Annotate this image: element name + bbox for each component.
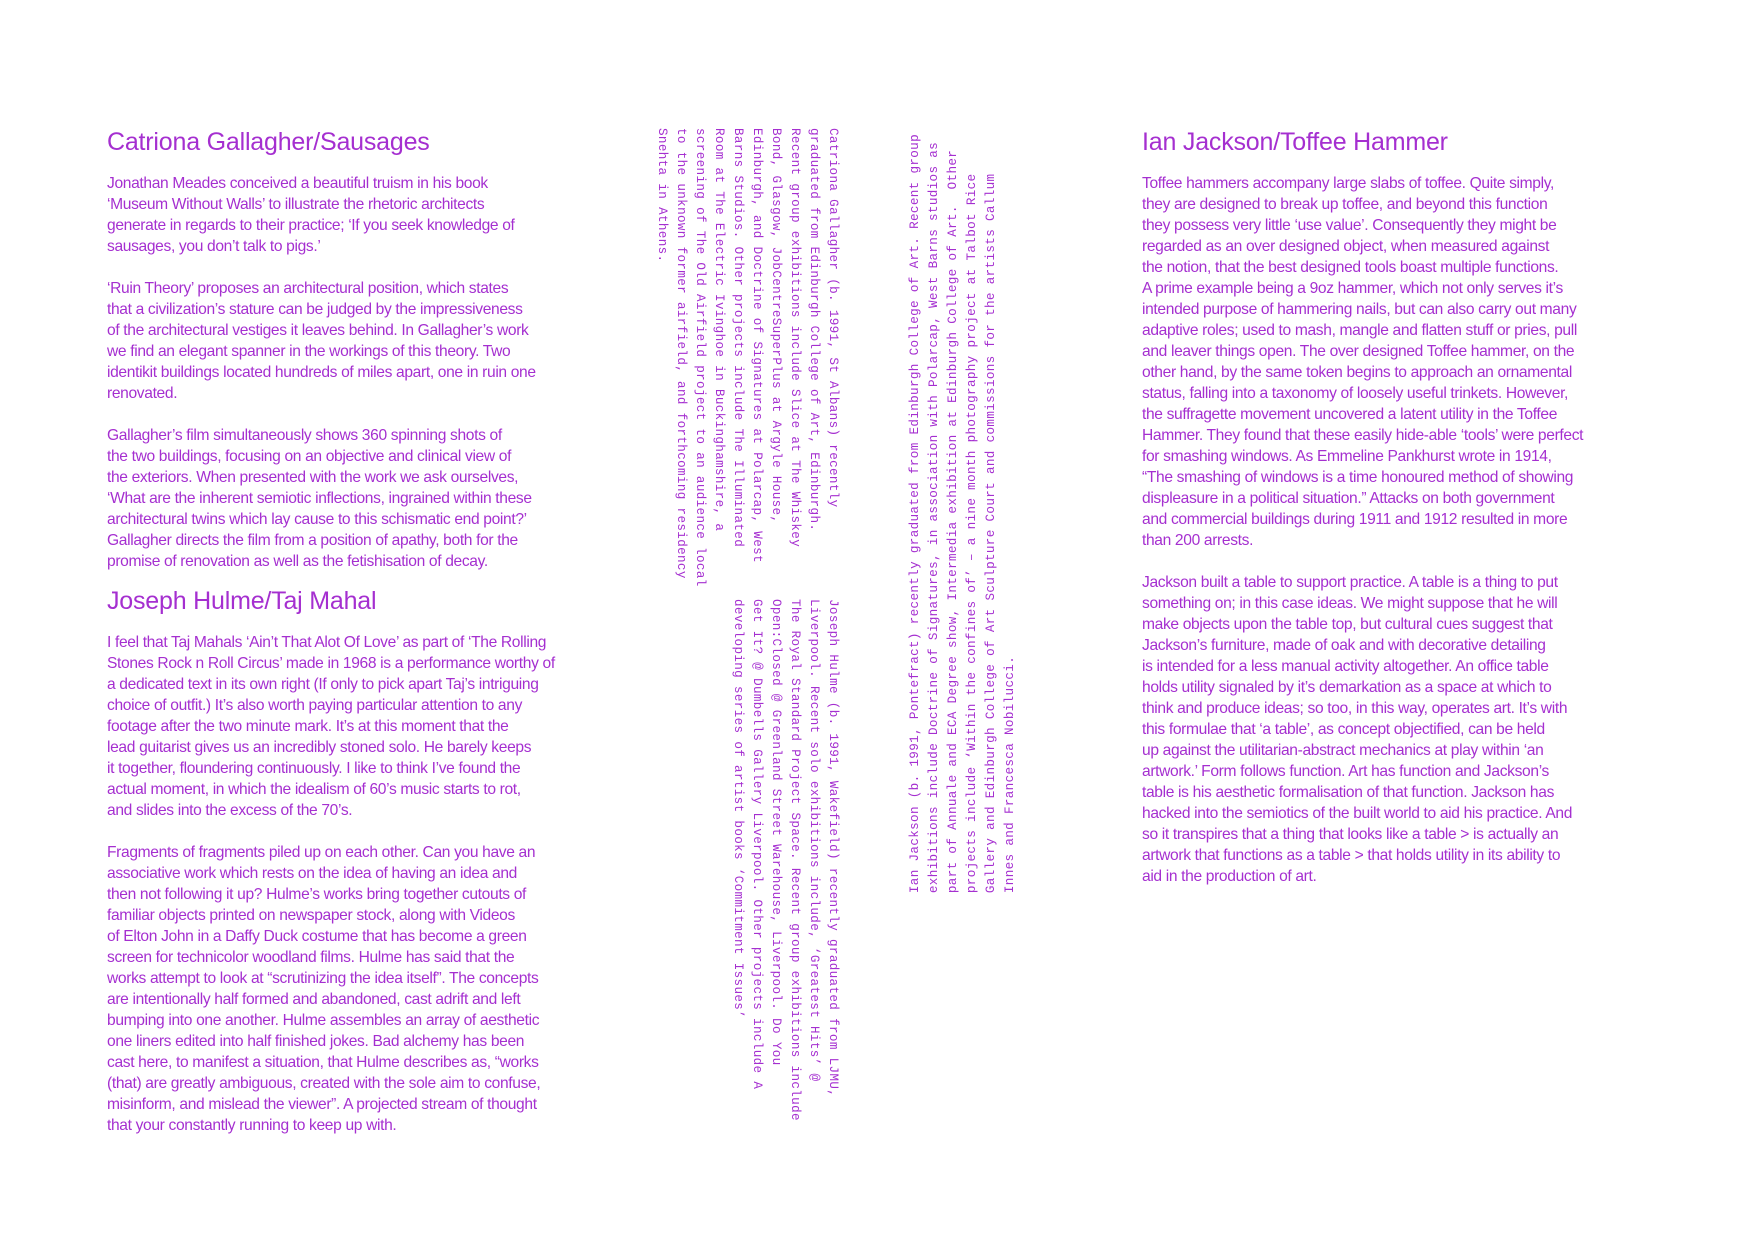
- catriona-paragraph-1: Jonathan Meades conceived a beautiful truism in his book ‘Museum Without Walls’ to illustrate the rhetoric architects generate in regards to their practice; ‘If you seek knowledge of sausages, you don’t talk to pigs.’: [107, 175, 515, 255]
- ian-jackson-title: Ian Jackson/Toffee Hammer: [1142, 128, 1448, 156]
- ian-jackson-section: [1142, 127, 1662, 887]
- catriona-gallagher-title: Catriona Gallagher/Sausages: [107, 128, 430, 156]
- joseph-paragraph-1: I feel that Taj Mahals ‘Ain’t That Alot Of Love’ as part of ‘The Rolling Stones Rock n Roll Circus’ made in 1968 is a performance worthy of a dedicated text in its own right (If only to pick apart Taj’s intriguing choice of outfit.) It’s also worth paying particular attention to any footage after the two minute mark. It’s at this moment that the lead guitarist gives us an incredibly stoned solo. He barely keeps it together, floundering continuously. I like to think I’ve found the actual moment, in which the idealism of 60’s music starts to rot, and slides into the excess of the 70’s.: [107, 634, 555, 819]
- ian-paragraph-2: Jackson built a table to support practice. A table is a thing to put something on; in this case ideas. We might suppose that he will make objects upon the table top, but cultural cues suggest that Jackson’s furniture, made of oak and with decorative detailing is intended for a less manual activity altogether. An office table holds utility signaled by it’s demarkation as a space at which to think and produce ideas; so too, in this way, operates art. It’s with this formulae that ‘a table’, as concept objectified, can be held up against the utilitarian-abstract mechanics at play within ‘an artwork.’ Form follows function. Art has function and Jackson’s table is his aesthetic formalisation of that function. Jackson has hacked into the semiotics of the built world to aid his practice. And so it transpires that a thing that looks like a table > is actually an artwork that functions as a table > that holds utility in its ability to aid in the production of art.: [1142, 574, 1573, 885]
- joseph-hulme-section: [107, 586, 627, 1136]
- joseph-hulme-bio: Joseph Hulme (b. 1991, Wakefield) recently graduated from LJMU, Liverpool. Recent solo exhibitions include, ‘Greatest Hits’ @ The Royal Standard Project Space. Recent group exhibitions include Open:Closed @ Greenland Street Warehouse, Liverpool. Do You Get It? @ Dumbells Gallery Liverpool. Other projects include A developing series of artist books ‘Commitment Issues’: [731, 599, 840, 1121]
- catriona-gallagher-section: [107, 127, 627, 572]
- ian-jackson-bio: Ian Jackson (b. 1991, Pontefract) recently graduated from Edinburgh College of Art. Recent group exhibitions include Doctrine of Signatures, in association with Polarcap, West Barns studios as part of Annuale and ECA Degree show, Intermedia exhibition at Edinburgh College of Art. Other projects include ‘Within the confines of’ – a nine month photography project at Talbot Rice Gallery and Edinburgh College of Art Sculpture Court and commissions for the artists Callum Innes and Francesca Nobilucci.: [908, 134, 1017, 894]
- catriona-paragraph-3: Gallagher’s film simultaneously shows 360 spinning shots of the two buildings, focusing on an objective and clinical view of the exteriors. When presented with the work we ask ourselves, ‘What are the inherent semiotic inflections, ingrained within these architectural twins which lay cause to this schismatic end point?’ Gallagher directs the film from a position of apathy, both for the promise of renovation as well as the fetishisation of decay.: [107, 427, 532, 570]
- catriona-paragraph-2: ‘Ruin Theory’ proposes an architectural position, which states that a civilization’s stature can be judged by the impressiveness of the architectural vestiges it leaves behind. In Gallagher’s work we find an elegant spanner in the workings of this theory. Two identikit buildings located hundreds of miles apart, one in ruin one renovated.: [107, 280, 536, 402]
- joseph-hulme-title: Joseph Hulme/Taj Mahal: [107, 587, 377, 615]
- joseph-paragraph-2: Fragments of fragments piled up on each other. Can you have an associative work which rests on the idea of having an idea and then not following it up? Hulme’s works bring together cutouts of familiar objects printed on newspaper stock, along with Videos of Elton John in a Daffy Duck costume that has become a green screen for technicolor woodland films. Hulme has said that the works attempt to look at “scrutinizing the idea itself”. The concepts are intentionally half formed and abandoned, cast adrift and left bumping into one another. Hulme assembles an array of aesthetic one liners edited into half finished jokes. Bad alchemy has been cast here, to manifest a situation, that Hulme describes as, “works (that) are greatly ambiguous, created with the sole aim to confuse, misinform, and mislead the viewer”. A projected stream of thought that your constantly running to keep up with.: [107, 844, 541, 1134]
- catriona-gallagher-bio: Catriona Gallagher (b. 1991, St Albans) recently graduated from Edinburgh College of Art, Edinburgh. Recent group exhibitions include Slice at The Whiskey Bond, Glasgow, JobCentreSuperPlus at Argyle House, Edinburgh, and Doctrine of Signatures at Polarcap, West Barns Studios. Other projects include The Illuminated Room at The Electric Ivinghoe in Buckinghamshire, a screening of The Old Airfield project to an audience local to the unknown former airfield, and forthcoming residency Snehta in Athens.: [655, 128, 840, 587]
- ian-paragraph-1: Toffee hammers accompany large slabs of toffee. Quite simply, they are designed to break up toffee, and beyond this function they possess very little ‘use value’. Consequently they might be regarded as an over designed object, when measured against the notion, that the best designed tools boast multiple functions. A prime example being a 9oz hammer, which not only serves it’s intended purpose of hammering nails, but can also carry out many adaptive roles; used to mash, mangle and flatten stuff or pries, pull and leaver things open. The over designed Toffee hammer, on the other hand, by the same token begins to approach an ornamental status, falling into a taxonomy of loosely useful trinkets. However, the suffragette movement uncovered a latent utility in the Toffee Hammer. They found that these easily hide-able ‘tools’ were perfect for smashing windows. As Emmeline Pankhurst wrote in 1914, “The smashing of windows is a time honoured method of showing displeasure in a political situation.” Attacks on both government and commercial buildings during 1911 and 1912 resulted in more than 200 arrests.: [1142, 175, 1584, 549]
